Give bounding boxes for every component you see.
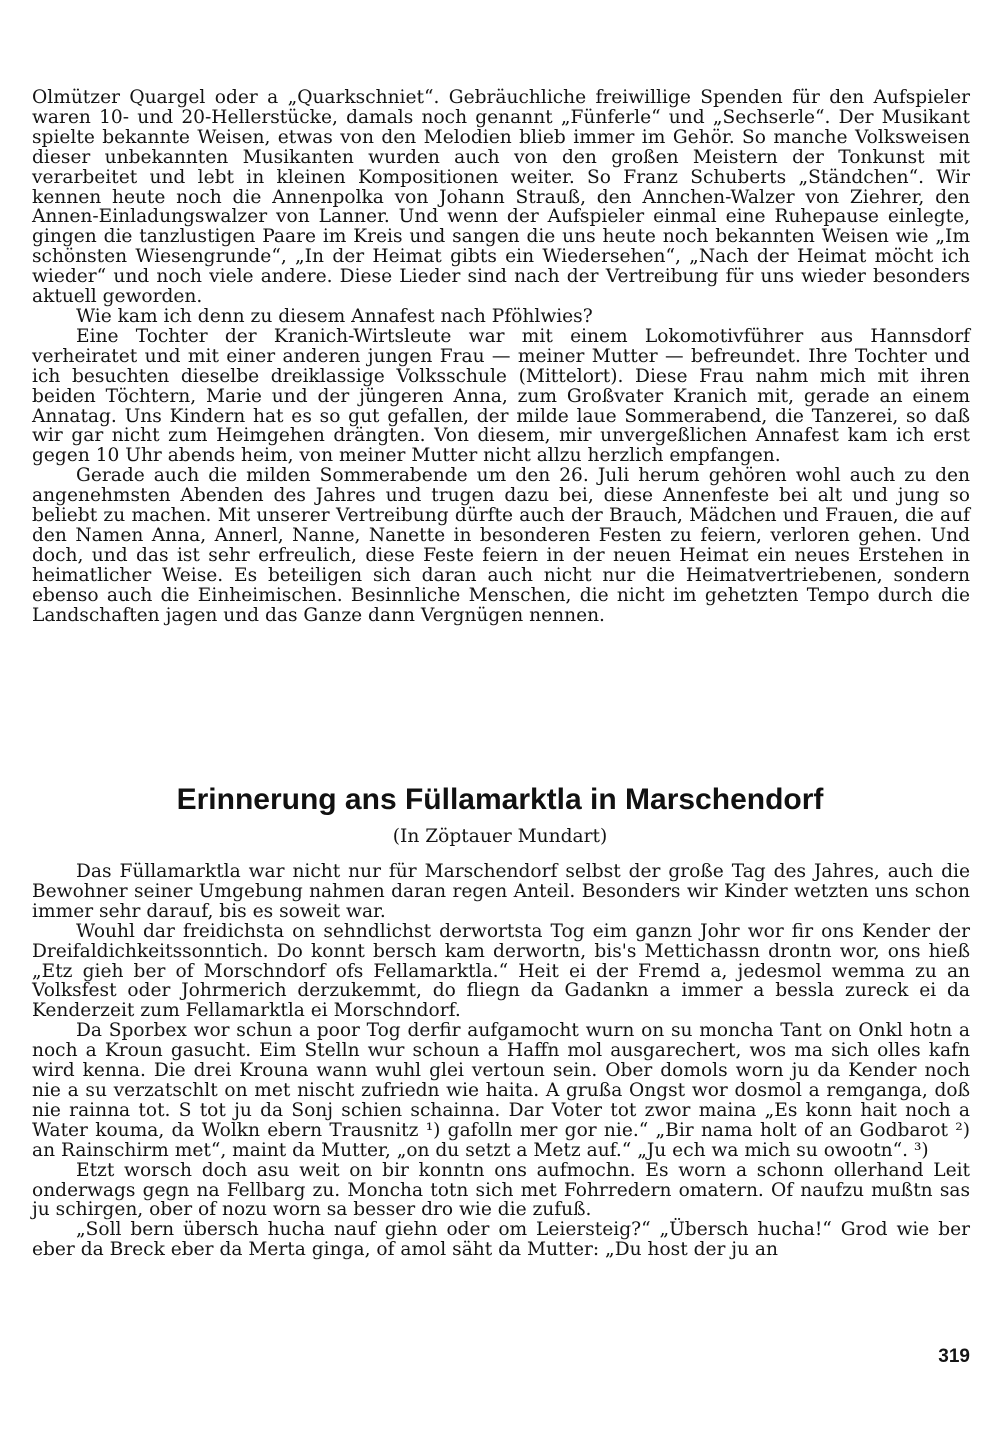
paragraph: Gerade auch die milden Sommerabende um den 26. Juli herum gehören wohl auch zu den angenehmsten Abenden des Jahres und trugen dazu bei, diese Annenfeste bei alt und jung so beliebt zu machen. Mit unserer Vertreibung dürfte auch der Brauch, Mädchen und Frauen, die auf den Namen Anna, Annerl, Nanne, Nanette in besonderen Festen zu feiern, verloren gehen. Und doch, und das ist sehr erfreulich, diese Feste feiern in der neuen Heimat ein neues Erstehen in heimatlicher Weise. Es beteiligen sich daran auch nicht nur die Heimatvertriebenen, sondern ebenso auch die Einheimischen. Besinnliche Menschen, die nicht im gehetzten Tempo durch die Landschaften jagen und das Ganze dann Vergnügen nennen. [32, 465, 970, 626]
article-subtitle: (In Zöptauer Mundart) [392, 826, 608, 847]
article-title: Erinnerung ans Füllamarktla in Marschendorf [176, 783, 824, 816]
paragraph: Olmützer Quargel oder a „Quarkschniet“. Gebräuchliche freiwillige Spenden für den Aufspieler waren 10- und 20-Hellerstücke, damals noch genannt „Fünferle“ und „Sechserle“. Der Musikant spielte bekannte Weisen, etwas von den Melodien blieb immer im Gehör. So manche Volksweisen dieser unbekannten Musikanten wurden auch von den großen Meistern der Tonkunst mit verarbeitet und lebt in kleinen Kompositionen weiter. So Franz Schuberts „Ständchen“. Wir kennen heute noch die Annenpolka von Johann Strauß, den Annchen-Walzer von Ziehrer, den Annen-Einladungswalzer von Lanner. Und wenn der Aufspieler einmal eine Ruhepause einlegte, gingen die tanzlustigen Paare im Kreis und sangen die uns heute noch bekannten Weisen wie „Im schönsten Wiesengrunde“, „In der Heimat gibts ein Wiedersehen“, „Nach der Heimat möcht ich wieder“ und noch viele andere. Diese Lieder sind nach der Vertreibung für uns wieder besonders aktuell geworden. [32, 87, 970, 308]
upper-text-section [32, 88, 970, 625]
paragraph: Eine Tochter der Kranich-Wirtsleute war mit einem Lokomotivführer aus Hannsdorf verheiratet und mit einer anderen jungen Frau — meiner Mutter — befreundet. Ihre Tochter und ich besuchten dieselbe dreiklassige Volksschule (Mittelort). Diese Frau nahm mich mit ihren beiden Töchtern, Marie und der jüngeren Anna, zum Großvater Kranich mit, gerade an einem Annatag. Uns Kindern hat es so gut gefallen, der milde laue Sommerabend, die Tanzerei, so daß wir gar nicht zum Heimgehen drängten. Von diesem, mir unvergeßlichen Annafest kam ich erst gegen 10 Uhr abends heim, von meiner Mutter nicht allzu herzlich empfangen. [32, 325, 970, 467]
article-body [32, 862, 970, 1260]
page-number: 319 [938, 1346, 970, 1367]
paragraph: Wouhl dar freidichsta on sehndlichst derwortsta Tog eim ganzn Johr wor fir ons Kender der Dreifaldichkeitssonntich. Do konnt bersch kam derwortn, bis's Mettichassn drontn wor, ons hieß „Etz gieh ber of Morschndorf ofs Fellamarktla.“ Heit ei der Fremd a, jedesmol wemma zu an Volksfest oder Johrmerich derzukemmt, do fliegn da Gadankn a immer a bessla zureck ei da Kenderzeit zum Fellamarktla ei Morschndorf. [32, 920, 970, 1022]
paragraph: „Soll bern übersch hucha nauf giehn oder om Leiersteig?“ „Übersch hucha!“ Grod wie ber eber da Breck eber da Merta ginga, of amol säht da Mutter: „Du host der ju an [32, 1219, 970, 1261]
paragraph: Wie kam ich denn zu diesem Annafest nach Pföhlwies? [76, 305, 593, 327]
paragraph: Da Sporbex wor schun a poor Tog derfir aufgamocht wurn on su moncha Tant on Onkl hotn a noch a Kroun gasucht. Eim Stelln wur schoun a Haffn mol ausgarechert, wos ma sich olles kafn wird kenna. Die drei Krouna wann wuhl glei vertoun sein. Ober domols worn ju da Kender noch nie a su verzatschlt on met nischt zufriedn wie haita. A grußa Ongst wor dosmol a remganga, doß nie rainna tot. S tot ju da Sonj schien schainna. Dar Voter tot zwor maina „Es konn hait noch a Water kouma, da Wolkn ebern Trausnitz ¹) gafolln mer gor nie.“ „Bir nama holt of an Godbarot ²) an Rainschirm met“, maint da Mutter, „on du setzt a Metz auf.“ „Ju ech wa mich su owootn“. ³) [32, 1020, 970, 1161]
paragraph: Etzt worsch doch asu weit on bir konntn ons aufmochn. Es worn a schonn ollerhand Leit onderwags gegn na Fellbarg zu. Moncha totn sich met Fohrredern omatern. Of naufzu mußtn sas ju schirgen, ober of nozu worn sa besser dro wie die zufuß. [32, 1159, 970, 1221]
paragraph: Das Füllamarktla war nicht nur für Marschendorf selbst der große Tag des Jahres, auch die Bewohner seiner Umgebung nahmen daran regen Anteil. Besonders wir Kinder wetzten uns schon immer sehr darauf, bis es soweit war. [32, 861, 970, 922]
